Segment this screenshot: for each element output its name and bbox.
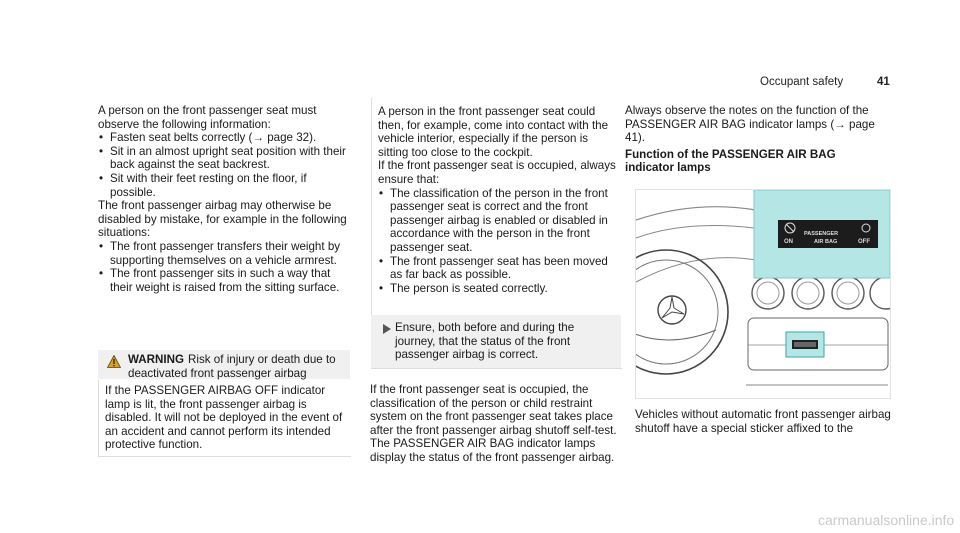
panel-airbag-label: AIR BAG <box>814 239 838 245</box>
page-number: 41 <box>877 76 890 88</box>
warning-label <box>128 353 348 380</box>
list-item: • Sit with their feet resting on the floor, if possible. <box>98 172 352 199</box>
action-text: Ensure, both before and during the journey, that the status of the front passenger airbag is correct. <box>395 321 575 362</box>
panel-off-label: OFF <box>858 239 870 245</box>
col3-para1: Always observe the notes on the function of the PASSENGER AIR BAG indicator lamps (→ page 41). <box>625 104 875 145</box>
warning-triangle-icon <box>107 355 121 368</box>
list-item: • Sit in an almost upright seat position with their back against the seat backrest. <box>98 145 352 172</box>
col1-intro: A person on the front passenger seat must observe the following information: <box>98 104 317 131</box>
warning-summary: Risk of injury or death due to deactivated front passenger airbag <box>128 353 336 380</box>
panel-passenger-label: PASSENGER <box>804 231 839 237</box>
list-item: • The classification of the person in the front passenger seat is correct and the front passenger airbag is enabled or disabled in accordance with the person in the front passenger seat. <box>378 187 618 255</box>
play-arrow-icon <box>383 324 391 334</box>
column-2-box-content <box>378 105 618 295</box>
col1-para2: The front passenger airbag may otherwise be disabled by mistake, for example in the following situations: <box>98 199 347 240</box>
col2-after-text: If the front passenger seat is occupied, the classification of the person or child restraint system on the front passenger seat takes place after the front passenger airbag shutoff self-test. The PASSENGER AIR BAG indicator lamps display the status of the front passenger airbag. <box>370 383 617 464</box>
cockpit-drawing <box>636 190 890 398</box>
col2-list <box>378 187 618 296</box>
section-heading: Function of the PASSENGER AIR BAG indicator lamps <box>625 147 836 175</box>
list-item: • The front passenger transfers their weight by supporting themselves on a vehicle armrest. <box>98 240 352 267</box>
col2-para1: A person in the front passenger seat could then, for example, come into contact with the vehicle interior, especially if the person is sitting too close to the cockpit. <box>378 105 609 159</box>
warning-keyword: WARNING <box>128 353 185 366</box>
running-header-title: Occupant safety <box>760 76 844 88</box>
action-step <box>371 315 621 368</box>
warning-body <box>98 380 351 457</box>
cockpit-illustration <box>635 189 891 399</box>
list-item: • The person is seated correctly. <box>378 282 618 296</box>
warning-header <box>98 350 350 379</box>
warning-text: If the PASSENGER AIRBAG OFF indicator lamp is lit, the front passenger airbag is disabled. It will not be deployed in the event of an accident and cannot perform its intended protective function. <box>105 384 343 452</box>
list-item: • Fasten seat belts correctly (→ page 32). <box>98 131 352 145</box>
col2-para2: If the front passenger seat is occupied, always ensure that: <box>378 159 616 186</box>
col1-list-1 <box>98 131 352 199</box>
column-1 <box>98 104 352 294</box>
list-item: • The front passenger seat has been moved as far back as possible. <box>378 255 618 282</box>
col1-list-2 <box>98 240 352 294</box>
figure-caption: Vehicles without automatic front passenger airbag shutoff have a special sticker affixed to the <box>635 408 891 435</box>
column-3 <box>625 104 887 175</box>
watermark: carmanualsonline.info <box>818 512 955 528</box>
panel-on-label: ON <box>784 239 793 245</box>
list-item: • The front passenger sits in such a way that their weight is raised from the sitting surface. <box>98 267 352 294</box>
